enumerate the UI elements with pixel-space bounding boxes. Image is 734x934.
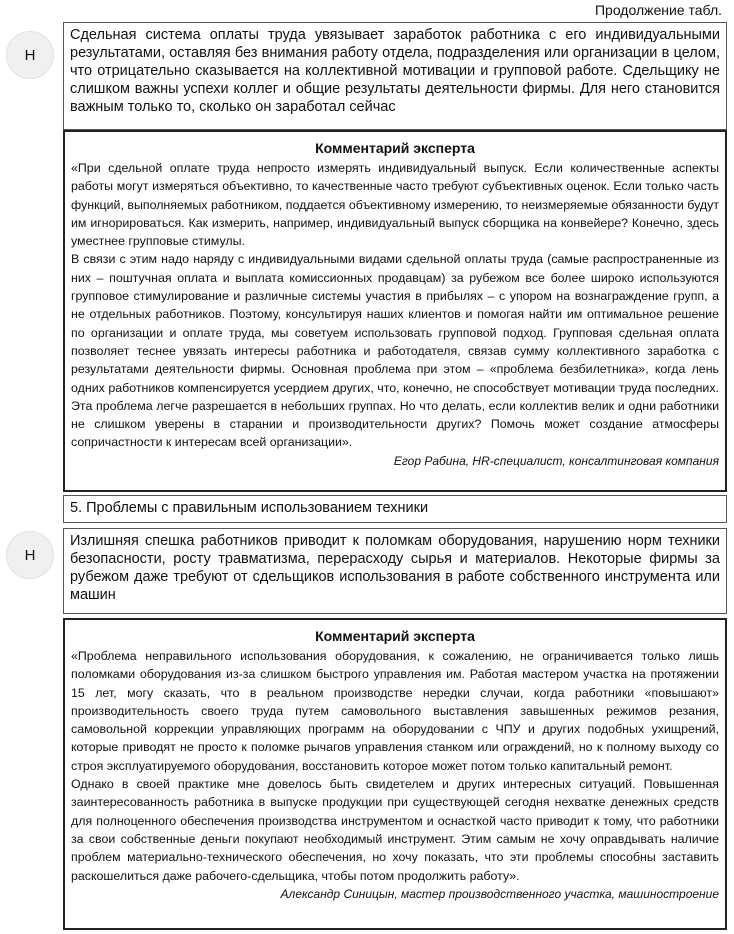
expert-paragraph: В связи с этим надо наряду с индивидуальными видами сдельной оплаты труда (самые распространенные из них – поштучная оплата и выплата комиссионных продавцам) за рубежом все более широко используются групповое стимулирование и различные системы участия в прибылях – с упором на вознаграждение групп, а не отдельных работников. Поэтому, консультируя наших клиентов и помогая найти им оптимальное решение по организации и оплате труда, мы советуем использовать групповой подход. Групповая сдельная оплата позволяет теснее увязать интересы работника и работодателя, связав сумму коллективного заработка с результатами деятельности фирмы. Основная проблема при этом – «проблема безбилетника», когда лень одних работников компенсируется усердием других, что, конечно, не способствует мотивации труда последних. Эта проблема легче разрешается в небольших группах. Но что делать, если коллектив велик и одни работники не слишком уверены в старании и производительности других? Помочь может создание атмосферы сопричастности к интересам всей организации». [71,252,719,450]
badge-disadvantage-1: Н [6,31,54,79]
expert-paragraph: «При сдельной оплате труда непросто измерять индивидуальный выпуск. Если количественные аспекты работы могут измеряться объективно, то качественные часто требуют субъективных оценок. Если только часть функций, выполняемых работником, поддается объективному измерению, то неизмеряемые обязанности будут им игнорироваться. Как измерить, например, индивидуальный выпуск сборщика на конвейере? Конечно, здесь уместнее групповые стимулы. [71,161,719,249]
expert-paragraph: Однако в своей практике мне довелось быть свидетелем и других интересных ситуаций. Повышенная заинтересованность работника в выпуске продукции при существующей сегодня нехватке денежных средств для полноценного обеспечения производства инструментом и оснасткой часто приводит к тому, что работники за свои собственные деньги покупают необходимый инструмент. Этим самым не хочу оправдывать наличие проблем материально-технического обеспечения, но хочу показать, что эти проблемы способны заставить раскошелиться даже рабочего-сдельщика, чтобы потом продолжить работу». [71,777,719,883]
expert-paragraph: «Проблема неправильного использования оборудования, к сожалению, не ограничивается только лишь поломками оборудования из-за слишком быстрого управления им. Работая мастером участка на протяжении 15 лет, могу сказать, что в реальном производстве нередки случаи, когда работники «повышают» производительность своего труда путем самовольного выставления завышенных режимов резания, самовольной коррекции управляющих программ на оборудовании с ЧПУ и других подобных ухищрений, которые приводят не просто к поломке рычагов управления станком или ограждений, но к полному выходу со строя эксплуатируемого оборудования, восстановить которое может потом только капитальный ремонт. [71,649,719,773]
expert-comment-1 [63,130,727,492]
expert-signature-1: Егор Рабина, HR-специалист, консалтинговая компания [393,453,719,468]
disadvantage-text-1: Сдельная система оплаты труда увязывает заработок работника с его индивидуальными результатами, оставляя без внимания работу отдела, подразделения или организации в целом, что отрицательно сказывается на коллективной мотивации и групповой работе. Сдельщику не слишком важны успехи коллег и общие результаты деятельности фирмы. Для него становится важным только то, сколько он заработал сейчас [70,27,720,115]
expert-comment-title-1: Комментарий эксперта [315,140,475,156]
disadvantage-block-1 [63,22,727,130]
expert-signature-2: Александр Синицын, мастер производственного участка, машиностроение [280,886,719,901]
expert-comment-body-1 [71,159,719,452]
section-heading-text: 5. Проблемы с правильным использованием техники [70,500,429,516]
disadvantage-text-2: Излишняя спешка работников приводит к поломкам оборудования, нарушению норм техники безопасности, росту травматизма, перерасходу сырья и материалов. Некоторые фирмы за рубежом даже требуют от сдельщиков использования в работе собственного инструмента или машин [70,533,720,603]
badge-disadvantage-2: Н [6,531,54,579]
section-heading-5 [63,495,727,523]
continuation-label: Продолжение табл. [594,2,722,18]
expert-comment-body-2 [71,647,719,885]
disadvantage-block-2 [63,528,727,614]
expert-comment-2 [63,618,727,930]
expert-comment-title-2: Комментарий эксперта [315,628,475,644]
